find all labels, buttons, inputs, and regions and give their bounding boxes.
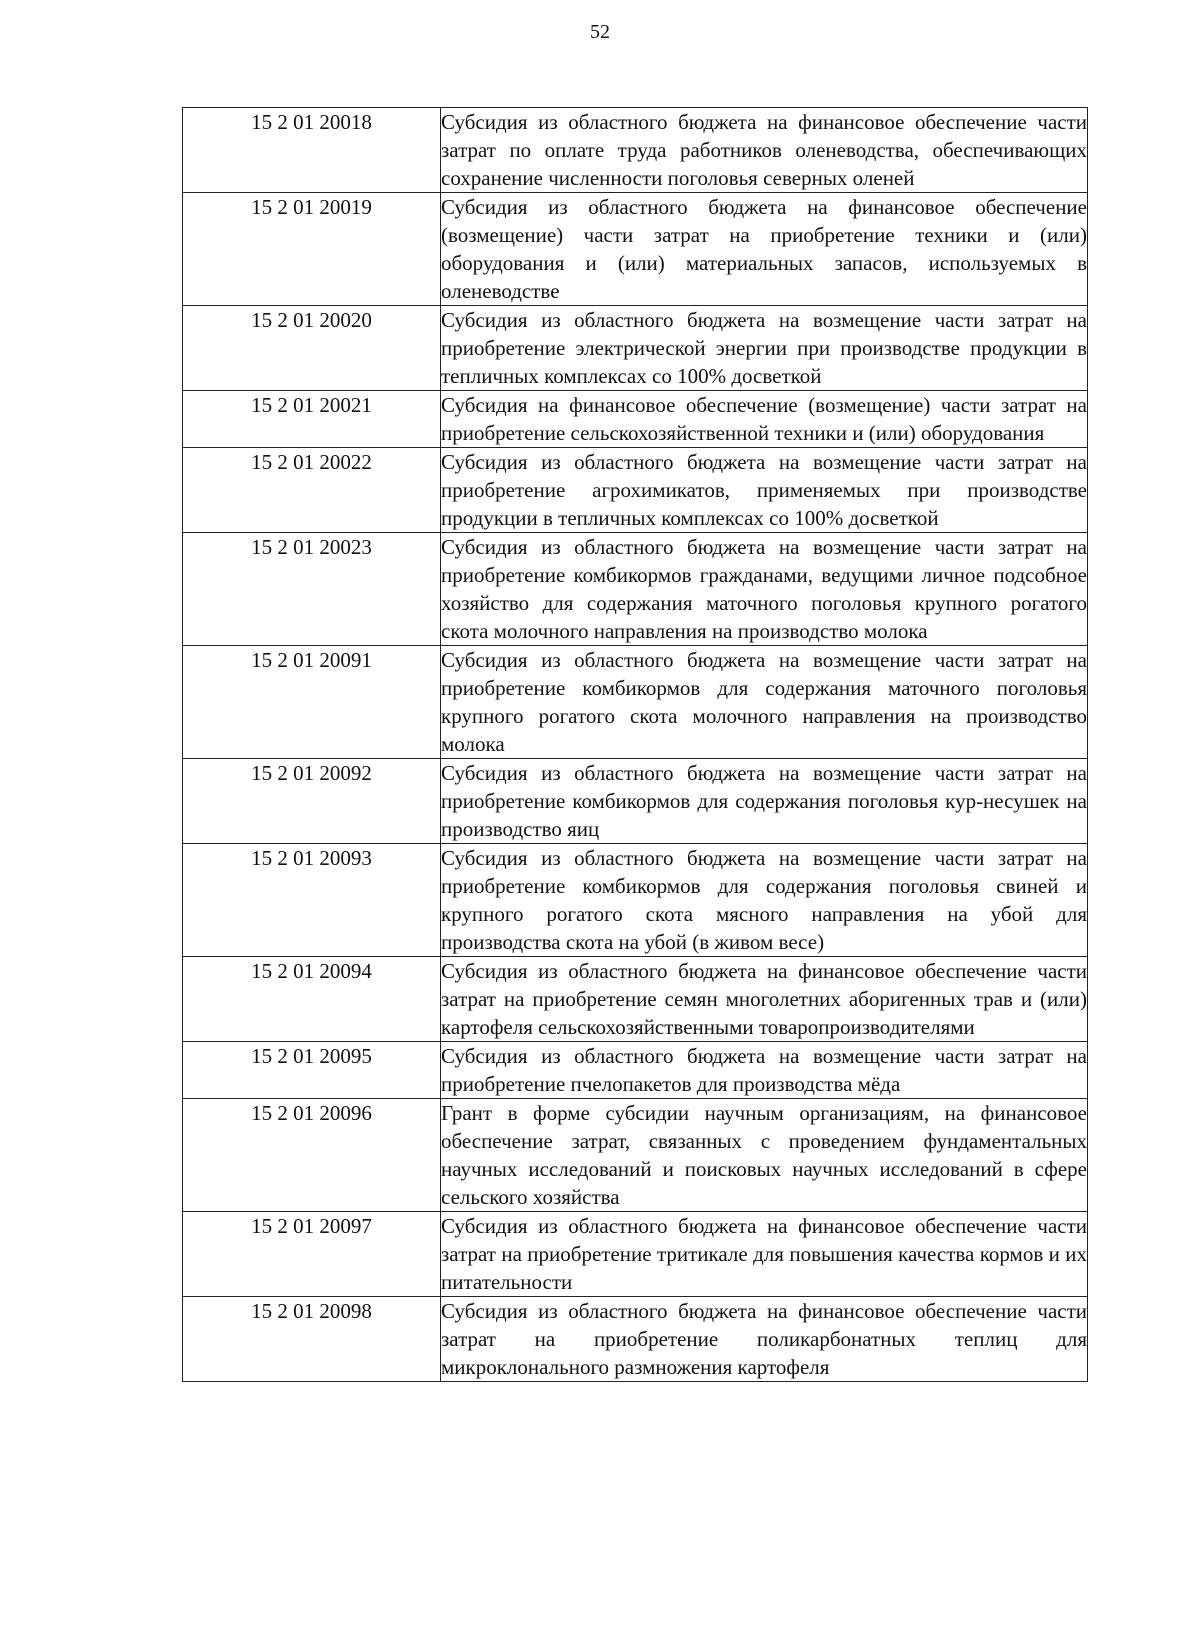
code-description: Субсидия из областного бюджета на финансовое обеспечение части затрат на приобретение семян многолетних аборигенных трав и (или) картофеля сельскохозяйственными товаропроизводителями (441, 957, 1088, 1042)
code-description: Субсидия из областного бюджета на финансовое обеспечение части затрат на приобретение поликарбонатных теплиц для микроклонального размножения картофеля (441, 1297, 1088, 1382)
table-row (183, 391, 1088, 448)
code-description: Субсидия из областного бюджета на возмещение части затрат на приобретение комбикормов для содержания поголовья свиней и крупного рогатого скота мясного направления на убой для производства скота на убой (в живом весе) (441, 844, 1088, 957)
table-row (183, 759, 1088, 844)
budget-code: 15 2 01 20023 (183, 533, 441, 646)
budget-code: 15 2 01 20094 (183, 957, 441, 1042)
budget-code: 15 2 01 20095 (183, 1042, 441, 1099)
table-row (183, 306, 1088, 391)
code-description: Субсидия из областного бюджета на возмещение части затрат на приобретение электрической энергии при производстве продукции в тепличных комплексах со 100% досветкой (441, 306, 1088, 391)
table-row (183, 646, 1088, 759)
table-row (183, 1099, 1088, 1212)
code-description: Субсидия на финансовое обеспечение (возмещение) части затрат на приобретение сельскохозяйственной техники и (или) оборудования (441, 391, 1088, 448)
budget-code: 15 2 01 20021 (183, 391, 441, 448)
table-row (183, 448, 1088, 533)
code-description: Субсидия из областного бюджета на финансовое обеспечение части затрат на приобретение тритикале для повышения качества кормов и их питательности (441, 1212, 1088, 1297)
table-row (183, 533, 1088, 646)
budget-code: 15 2 01 20098 (183, 1297, 441, 1382)
table-row (183, 1042, 1088, 1099)
budget-code: 15 2 01 20093 (183, 844, 441, 957)
budget-code: 15 2 01 20097 (183, 1212, 441, 1297)
budget-code: 15 2 01 20091 (183, 646, 441, 759)
code-description: Субсидия из областного бюджета на возмещение части затрат на приобретение пчелопакетов для производства мёда (441, 1042, 1088, 1099)
page-number: 52 (590, 21, 610, 43)
code-description: Субсидия из областного бюджета на возмещение части затрат на приобретение агрохимикатов, применяемых при производстве продукции в тепличных комплексах со 100% досветкой (441, 448, 1088, 533)
budget-codes-table (182, 107, 1088, 1382)
table-row (183, 1212, 1088, 1297)
table-row (183, 193, 1088, 306)
budget-code: 15 2 01 20019 (183, 193, 441, 306)
code-description: Субсидия из областного бюджета на возмещение части затрат на приобретение комбикормов для содержания поголовья кур-несушек на производство яиц (441, 759, 1088, 844)
budget-code: 15 2 01 20018 (183, 108, 441, 193)
budget-code: 15 2 01 20020 (183, 306, 441, 391)
budget-code: 15 2 01 20022 (183, 448, 441, 533)
budget-code: 15 2 01 20092 (183, 759, 441, 844)
code-description: Грант в форме субсидии научным организациям, на финансовое обеспечение затрат, связанных с проведением фундаментальных научных исследований и поисковых научных исследований в сфере сельского хозяйства (441, 1099, 1088, 1212)
table-row (183, 957, 1088, 1042)
code-description: Субсидия из областного бюджета на финансовое обеспечение (возмещение) части затрат на приобретение техники и (или) оборудования и (или) материальных запасов, используемых в оленеводстве (441, 193, 1088, 306)
table-row (183, 1297, 1088, 1382)
budget-code: 15 2 01 20096 (183, 1099, 441, 1212)
table-row (183, 844, 1088, 957)
code-description: Субсидия из областного бюджета на возмещение части затрат на приобретение комбикормов для содержания маточного поголовья крупного рогатого скота молочного направления на производство молока (441, 646, 1088, 759)
code-description: Субсидия из областного бюджета на финансовое обеспечение части затрат по оплате труда работников оленеводства, обеспечивающих сохранение численности поголовья северных оленей (441, 108, 1088, 193)
table-row (183, 108, 1088, 193)
code-description: Субсидия из областного бюджета на возмещение части затрат на приобретение комбикормов гражданами, ведущими личное подсобное хозяйство для содержания маточного поголовья крупного рогатого скота молочного направления на производство молока (441, 533, 1088, 646)
